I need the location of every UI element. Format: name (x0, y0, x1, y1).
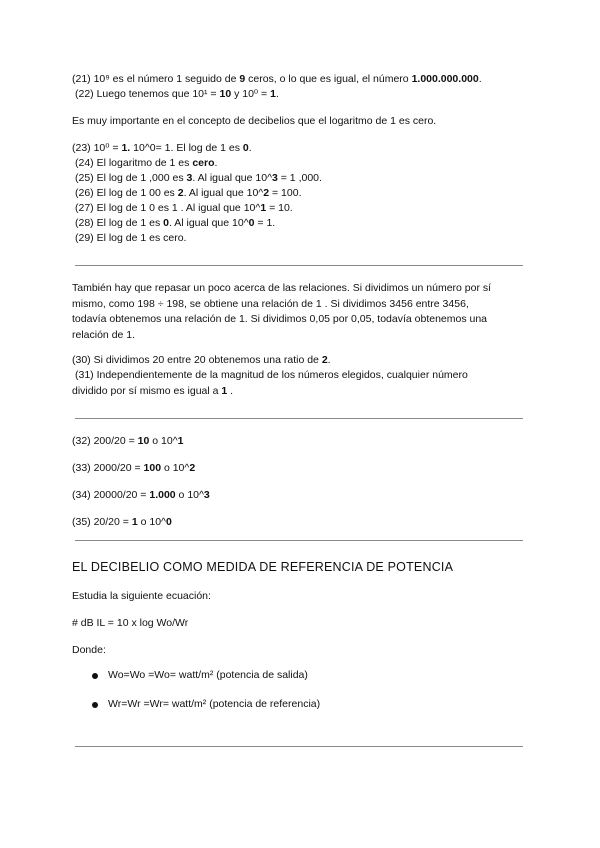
divider (75, 265, 523, 266)
line-24: (24) El logaritmo de 1 es cero. (75, 157, 218, 169)
line-31-cont: dividido por sí mismo es igual a 1 . (72, 385, 234, 397)
equation: # dB IL = 10 x log Wo/Wr (72, 617, 189, 629)
bullet-icon (92, 673, 98, 679)
line-26: (26) El log de 1 00 es 2. Al igual que 10^2 = 100. (75, 187, 302, 199)
relations-paragraph: También hay que repasar un poco acerca de las relaciones. Si dividimos un número por sí mismo, como 198 ÷ 198, se obtiene una relación de 1 . Si dividimos 3456 entre 3456, todavía obtenemos una relación de 1. Si dividimos 0,05 por 0,05, todavía obtenemos una relación de 1. (72, 282, 492, 341)
line-34: (34) 20000/20 = 1.000 o 10^3 (72, 489, 210, 501)
line-33: (33) 2000/20 = 100 o 10^2 (72, 462, 196, 474)
line-25: (25) El log de 1 ,000 es 3. Al igual que 10^3 = 1 ,000. (75, 172, 322, 184)
donde-label: Donde: (72, 644, 106, 656)
line-32: (32) 200/20 = 10 o 10^1 (72, 435, 184, 447)
section-heading: EL DECIBELIO COMO MEDIDA DE REFERENCIA DE POTENCIA (72, 560, 454, 574)
line-35: (35) 20/20 = 1 o 10^0 (72, 516, 172, 528)
line-27: (27) El log de 1 0 es 1 . Al igual que 10^1 = 10. (75, 202, 293, 214)
divider (75, 418, 523, 419)
bullet-icon (92, 702, 98, 708)
study-text: Estudia la siguiente ecuación: (72, 590, 211, 602)
line-22: (22) Luego tenemos que 10¹ = 10 y 10⁰ = 1. (75, 88, 279, 100)
line-28: (28) El log de 1 es 0. Al igual que 10^0 = 1. (75, 217, 276, 229)
line-30: (30) Si dividimos 20 entre 20 obtenemos una ratio de 2. (72, 354, 331, 366)
bullet-item-wo: Wo=Wo =Wo= watt/m² (potencia de salida) (108, 669, 308, 681)
divider (75, 746, 523, 747)
bullet-item-wr: Wr=Wr =Wr= watt/m² (potencia de referencia) (108, 698, 321, 710)
line-21: (21) 10⁹ es el número 1 seguido de 9 ceros, o lo que es igual, el número 1.000.000.000. (72, 73, 482, 85)
intro-text: Es muy importante en el concepto de decibelios que el logaritmo de 1 es cero. (72, 115, 437, 127)
line-31: (31) Independientemente de la magnitud de los números elegidos, cualquier número (75, 369, 468, 381)
divider (75, 540, 523, 541)
line-23: (23) 10⁰ = 1. 10^0= 1. El log de 1 es 0. (72, 142, 252, 154)
line-29: (29) El log de 1 es cero. (75, 232, 187, 244)
